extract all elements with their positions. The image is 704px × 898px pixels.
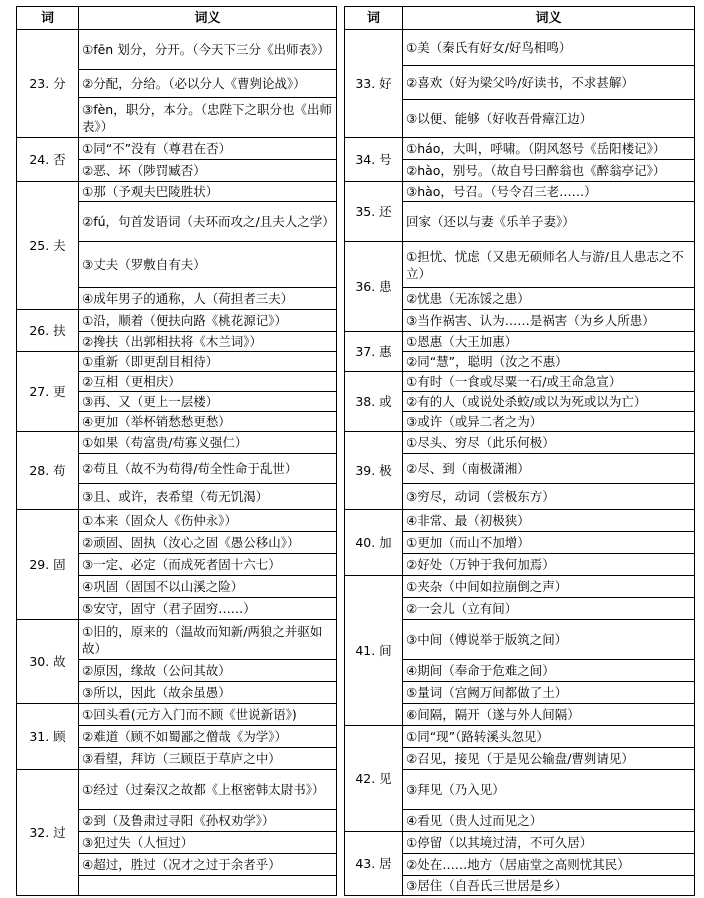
sense-cell: ②有的人（或说处杀蛟/或以为死或以为亡） xyxy=(403,392,695,412)
sense-cell: ③丈夫（罗敷自有夫） xyxy=(79,242,337,288)
word-cell: 23. 分 xyxy=(17,30,79,138)
right-header-meaning: 词义 xyxy=(403,7,695,30)
sense-cell: ②顽固、固执（汝心之固《愚公移山》） xyxy=(79,532,337,554)
sense-cell: ①尽头、穷尽（此乐何极） xyxy=(403,432,695,454)
sense-cell: ④更加（举杯销愁愁更愁） xyxy=(79,412,337,432)
sense-cell: ①旧的，原来的（温故而知新/两狼之并驱如故） xyxy=(79,620,337,660)
sense-cell: ①更加（而山不加增） xyxy=(403,532,695,554)
sense-cell: ②恶、坏（陟罚臧否） xyxy=(79,160,337,182)
sense-cell: ②尽、到（南极潇湘） xyxy=(403,454,695,484)
word-cell: 42. 见 xyxy=(345,726,403,832)
right-header-word: 词 xyxy=(345,7,403,30)
sense-cell: ①同“现”（路转溪头忽见） xyxy=(403,726,695,748)
left-vocab-table-wrapper xyxy=(16,6,337,896)
sense-cell: ④成年男子的通称，人（荷担者三夫） xyxy=(79,288,337,310)
sense-cell: ④看见（贵人过而见之） xyxy=(403,810,695,832)
word-cell: 36. 患 xyxy=(345,242,403,332)
sense-cell: ①担忧、忧虑（又患无硕师名人与游/且人患志之不立） xyxy=(403,242,695,288)
word-cell: 25. 夫 xyxy=(17,182,79,310)
left-header-meaning: 词义 xyxy=(79,7,337,30)
sense-cell: ③犯过失（人恒过） xyxy=(79,832,337,854)
sense-cell: ②互相（更相庆） xyxy=(79,372,337,392)
sense-cell: ③穷尽，动词（尝极东方） xyxy=(403,484,695,510)
sense-cell: ③或许（或异二者之为） xyxy=(403,412,695,432)
sense-cell: ④巩固（固国不以山溪之险） xyxy=(79,576,337,598)
sense-cell: ②一会儿（立有间） xyxy=(403,598,695,620)
sense-cell: ①那（予观夫巴陵胜状） xyxy=(79,182,337,202)
sense-cell: ②忧患（无冻馁之患） xyxy=(403,288,695,310)
sense-cell: ③再、又（更上一层楼） xyxy=(79,392,337,412)
word-cell: 30. 故 xyxy=(17,620,79,704)
sense-cell: ①恩惠（大王加惠） xyxy=(403,332,695,352)
sense-cell: ②好处（万钟于我何加焉） xyxy=(403,554,695,576)
left-header-word: 词 xyxy=(17,7,79,30)
left-vocab-table xyxy=(16,6,337,896)
word-cell: 24. 否 xyxy=(17,138,79,182)
word-cell: 39. 极 xyxy=(345,432,403,510)
sense-cell: ③当作祸害、认为……是祸害（为乡人所患） xyxy=(403,310,695,332)
sense-cell: ①经过（过秦汉之故都《上枢密韩太尉书》） xyxy=(79,770,337,810)
word-cell: 35. 还 xyxy=(345,182,403,242)
sense-cell: ②到（及鲁肃过寻阳《孙权劝学》） xyxy=(79,810,337,832)
sense-cell: ②hào，别号。（故自号曰醉翁也《醉翁亭记》） xyxy=(403,160,695,182)
word-cell: 40. 加 xyxy=(345,510,403,576)
sense-cell: ②召见，接见（于是见公输盘/曹刿请见） xyxy=(403,748,695,770)
sense-cell: ③中间（傅说举于版筑之间） xyxy=(403,620,695,660)
sense-cell: ①háo，大叫，呼啸。（阴风怒号《岳阳楼记》） xyxy=(403,138,695,160)
sense-cell: ③看望，拜访（三顾臣于草庐之中） xyxy=(79,748,337,770)
sense-cell: ②原因，缘故（公问其故） xyxy=(79,660,337,682)
word-cell: 31. 顾 xyxy=(17,704,79,770)
sense-cell: ③且、或许，表希望（苟无饥渴） xyxy=(79,484,337,510)
word-cell: 32. 过 xyxy=(17,770,79,896)
sense-cell: ③fèn，职分，本分。（忠陛下之职分也《出师表》） xyxy=(79,98,337,138)
sense-cell: ⑥间隔，隔开（遂与外人间隔） xyxy=(403,704,695,726)
word-cell: 27. 更 xyxy=(17,352,79,432)
sense-cell: ⑤安守，固守（君子固穷……） xyxy=(79,598,337,620)
empty-cell xyxy=(79,876,337,896)
sense-cell: ②处在……地方（居庙堂之高则忧其民） xyxy=(403,854,695,876)
sense-cell: ①沿，顺着（便扶向路《桃花源记》） xyxy=(79,310,337,332)
sense-cell: ③拜见（乃入见） xyxy=(403,770,695,810)
sense-cell: ④超过，胜过（况才之过于余者乎） xyxy=(79,854,337,876)
word-cell: 29. 固 xyxy=(17,510,79,620)
sense-cell: ①本来（固众人《伤仲永》） xyxy=(79,510,337,532)
sense-cell: ③以便、能够（好收吾骨瘴江边） xyxy=(403,100,695,138)
sense-cell: ④期间（奉命于危难之间） xyxy=(403,660,695,682)
right-vocab-table xyxy=(344,6,695,896)
word-cell: 38. 或 xyxy=(345,372,403,432)
word-cell: 41. 间 xyxy=(345,576,403,726)
word-cell: 37. 惠 xyxy=(345,332,403,372)
sense-cell: ③一定、必定（而成死者固十六七） xyxy=(79,554,337,576)
word-cell: 43. 居 xyxy=(345,832,403,896)
sense-cell: ⑤量词（宫阙万间都做了土） xyxy=(403,682,695,704)
sense-cell: ③所以，因此（故余虽愚） xyxy=(79,682,337,704)
sense-cell: ①有时（一食或尽粟一石/或王命急宣） xyxy=(403,372,695,392)
sense-cell: ③hào，号召。（号令召三老……） xyxy=(403,182,695,202)
sense-cell: ②喜欢（好为梁父吟/好读书，不求甚解） xyxy=(403,66,695,100)
sense-cell: ①夹杂（中间如拉崩倒之声） xyxy=(403,576,695,598)
sense-cell: ①停留（以其境过清，不可久居） xyxy=(403,832,695,854)
sense-cell: ①如果（苟富贵/苟寡义强仁） xyxy=(79,432,337,454)
word-cell: 33. 好 xyxy=(345,30,403,138)
sense-cell: 回家（还以与妻《乐羊子妻》） xyxy=(403,202,695,242)
sense-cell: ①fēn 划分，分开。（今天下三分《出师表》） xyxy=(79,30,337,70)
sense-cell: ②苟且（故不为苟得/苟全性命于乱世） xyxy=(79,454,337,484)
word-cell: 28. 苟 xyxy=(17,432,79,510)
sense-cell: ③居住（自吾氏三世居是乡） xyxy=(403,876,695,896)
sense-cell: ②难道（顾不如蜀鄙之僧哉《为学》） xyxy=(79,726,337,748)
sense-cell: ①美（秦氏有好女/好鸟相鸣） xyxy=(403,30,695,66)
sense-cell: ②fú，句首发语词（夫环而攻之/且夫人之学） xyxy=(79,202,337,242)
right-vocab-table-wrapper xyxy=(344,6,695,896)
sense-cell: ①回头看(元方入门而不顾《世说新语》) xyxy=(79,704,337,726)
sense-cell: ②同“慧”，聪明（汝之不惠） xyxy=(403,352,695,372)
sense-cell: ②搀扶（出郭相扶将《木兰词》） xyxy=(79,332,337,352)
word-cell: 26. 扶 xyxy=(17,310,79,352)
word-cell: 34. 号 xyxy=(345,138,403,182)
sense-cell: ②分配，分给。（必以分人《曹刿论战》） xyxy=(79,70,337,98)
sense-cell: ①同“不”没有（尊君在否） xyxy=(79,138,337,160)
sense-cell: ①重新（即更刮目相待） xyxy=(79,352,337,372)
sense-cell: ④非常、最（初极狭） xyxy=(403,510,695,532)
